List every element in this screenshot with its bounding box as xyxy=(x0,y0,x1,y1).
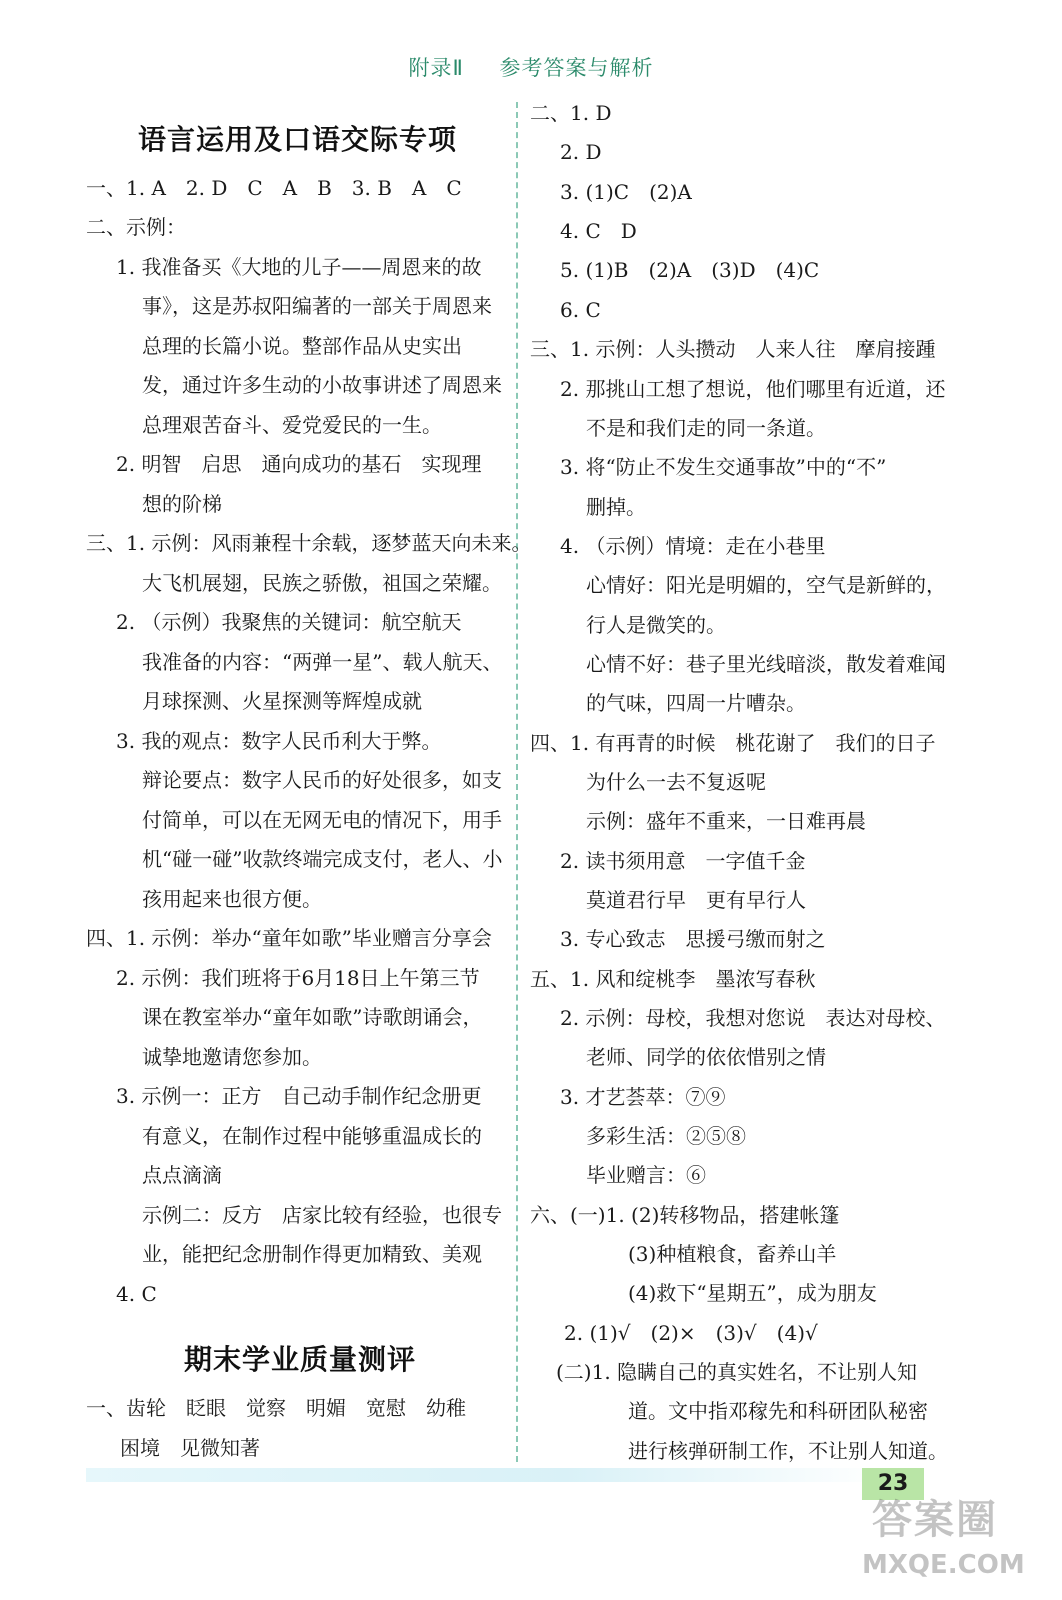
answer-line: 二、1. D xyxy=(530,101,612,125)
answer-line: 有意义，在制作过程中能够重温成长的 xyxy=(142,1124,482,1148)
answer-line: 5. (1)B (2)A (3)D (4)C xyxy=(560,258,820,282)
column-divider xyxy=(516,102,518,1462)
answer-line: 不是和我们走的同一条道。 xyxy=(586,416,826,440)
page-header xyxy=(0,52,1062,82)
answer-line: 二、示例： xyxy=(86,215,186,239)
answer-line: 诚挚地邀请您参加。 xyxy=(142,1045,322,1069)
answer-line: 的气味，四周一片嘈杂。 xyxy=(586,691,806,715)
answer-line: 五、1. 风和绽桃李 墨浓写春秋 xyxy=(530,967,816,991)
answer-line: 道。文中指邓稼先和科研团队秘密 xyxy=(628,1399,928,1423)
answer-line: 3. 才艺荟萃：⑦⑨ xyxy=(560,1085,726,1109)
footer-bar xyxy=(86,1468,886,1482)
answer-line: 4. C xyxy=(116,1282,157,1306)
answer-line: 课在教室举办“童年如歌”诗歌朗诵会， xyxy=(142,1005,483,1029)
answer-line: 2. 读书须用意 一字值千金 xyxy=(560,849,806,873)
answer-line: 大飞机展翅，民族之骄傲，祖国之荣耀。 xyxy=(142,571,502,595)
answer-line: 2. 那挑山工想了想说，他们哪里有近道，还 xyxy=(560,377,946,401)
answer-line: 四、1. 示例：举办“童年如歌”毕业赠言分享会 xyxy=(86,926,492,950)
answer-line: (3)种植粮食，畜养山羊 xyxy=(628,1242,837,1266)
answer-line: 月球探测、火星探测等辉煌成就 xyxy=(142,689,422,713)
answer-line: 多彩生活：②⑤⑧ xyxy=(586,1124,746,1148)
answer-line: 事》，这是苏叔阳编著的一部关于周恩来 xyxy=(142,294,492,318)
answer-line: 6. C xyxy=(560,298,601,322)
answer-line: 发，通过许多生动的小故事讲述了周恩来 xyxy=(142,373,502,397)
answer-line: 3. 示例一：正方 自己动手制作纪念册更 xyxy=(116,1084,482,1108)
watermark-logo xyxy=(862,1488,1042,1584)
answer-line: 想的阶梯 xyxy=(142,492,222,516)
page-number: 23 xyxy=(862,1468,924,1500)
answer-line: 3. 专心致志 思援弓缴而射之 xyxy=(560,927,826,951)
answer-line: 为什么一去不复返呢 xyxy=(586,770,766,794)
answer-line: 业，能把纪念册制作得更加精致、美观 xyxy=(142,1242,482,1266)
section-title: 语言运用及口语交际专项 xyxy=(138,123,458,156)
answer-line: (4)救下“星期五”，成为朋友 xyxy=(628,1281,877,1305)
answer-line: 老师、同学的依依惜别之情 xyxy=(586,1045,826,1069)
answer-line: 示例：盛年不重来，一日难再晨 xyxy=(586,809,866,833)
answer-line: 孩用起来也很方便。 xyxy=(142,887,322,911)
answer-line: 总理的长篇小说。整部作品从史实出 xyxy=(142,334,462,358)
answer-line: 三、1. 示例：风雨兼程十余载，逐梦蓝天向未来。 xyxy=(86,531,532,555)
answer-line: 一、1. A 2. D C A B 3. B A C xyxy=(86,176,462,200)
answer-line: 3. (1)C (2)A xyxy=(560,180,692,204)
answer-line: 一、齿轮 眨眼 觉察 明媚 宽慰 幼稚 xyxy=(86,1396,466,1420)
answer-line: 2. 明智 启思 通向成功的基石 实现理 xyxy=(116,452,482,476)
answer-line: 1. 我准备买《大地的儿子——周恩来的故 xyxy=(116,255,482,279)
answer-line: 进行核弹研制工作，不让别人知道。 xyxy=(628,1439,948,1463)
answer-line: 2. （示例）我聚焦的关键词：航空航天 xyxy=(116,610,462,634)
answer-line: (二)1. 隐瞒自己的真实姓名，不让别人知 xyxy=(556,1360,918,1384)
answer-line: 删掉。 xyxy=(586,495,646,519)
answer-line: 心情不好：巷子里光线暗淡，散发着难闻 xyxy=(586,652,946,676)
answer-line: 示例二：反方 店家比较有经验，也很专 xyxy=(142,1203,502,1227)
answer-line: 4. （示例）情境：走在小巷里 xyxy=(560,534,826,558)
appendix-label: 附录Ⅱ xyxy=(408,56,464,80)
answer-line: 付简单，可以在无网无电的情况下，用手 xyxy=(142,808,502,832)
answer-line: 三、1. 示例：人头攒动 人来人往 摩肩接踵 xyxy=(530,337,936,361)
answer-line: 2. 示例：我们班将于6月18日上午第三节 xyxy=(116,966,480,990)
answer-line: 莫道君行早 更有早行人 xyxy=(586,888,806,912)
answer-line: 4. C D xyxy=(560,219,637,243)
answer-line: 点点滴滴 xyxy=(142,1163,222,1187)
answer-line: 2. 示例：母校，我想对您说 表达对母校、 xyxy=(560,1006,946,1030)
answer-line: 3. 我的观点：数字人民币利大于弊。 xyxy=(116,729,442,753)
answer-line: 四、1. 有再青的时候 桃花谢了 我们的日子 xyxy=(530,731,936,755)
section-title: 期末学业质量测评 xyxy=(184,1343,417,1376)
header-title: 参考答案与解析 xyxy=(499,56,654,80)
answer-line: 六、(一)1. (2)转移物品，搭建帐篷 xyxy=(530,1203,840,1227)
answer-line: 辩论要点：数字人民币的好处很多，如支 xyxy=(142,768,502,792)
answer-line: 心情好：阳光是明媚的，空气是新鲜的， xyxy=(586,573,946,597)
answer-line: 2. D xyxy=(560,140,602,164)
answer-line: 毕业赠言：⑥ xyxy=(586,1163,706,1187)
answer-line: 机“碰一碰”收款终端完成支付，老人、小 xyxy=(142,847,503,871)
answer-line: 总理艰苦奋斗、爱党爱民的一生。 xyxy=(142,413,442,437)
answer-line: 行人是微笑的。 xyxy=(586,613,726,637)
watermark-url: MXQE.COM xyxy=(862,1550,1025,1580)
answer-line: 我准备的内容：“两弹一星”、载人航天、 xyxy=(142,650,503,674)
watermark-text: 答案圈 xyxy=(872,1497,998,1543)
answer-line: 2. (1)√ (2)× (3)√ (4)√ xyxy=(564,1321,818,1345)
answer-line: 3. 将“防止不发生交通事故”中的“不” xyxy=(560,455,887,479)
answer-line: 困境 见微知著 xyxy=(120,1436,260,1460)
